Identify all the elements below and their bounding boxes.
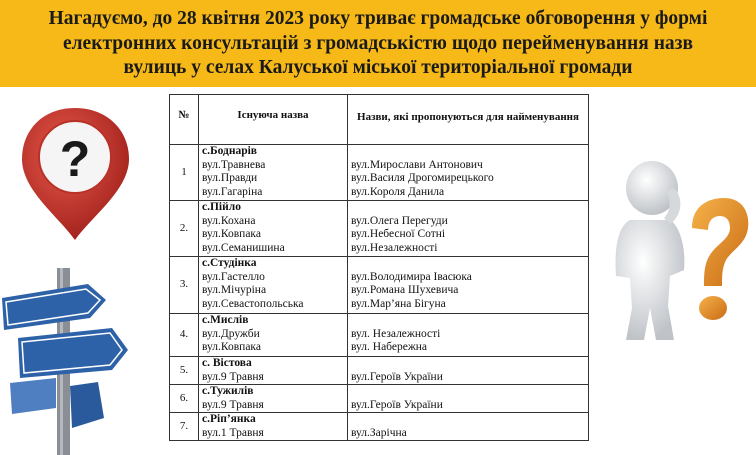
existing-names-cell	[199, 357, 348, 385]
proposed-names-cell	[348, 145, 589, 201]
proposed-street-name: вул.Героїв України	[351, 398, 443, 411]
proposed-names-cell	[348, 413, 589, 441]
existing-street-name: вул.Севастопольська	[202, 297, 304, 310]
proposed-street-name: вул.Олега Перегуди	[351, 214, 448, 227]
banner-line-1: Нагадуємо, до 28 квітня 2023 року триває громадське обговорення у формі	[48, 8, 708, 29]
table-row	[170, 357, 589, 385]
table-row	[170, 201, 589, 257]
banner-line-3: вулиць у селах Калуської міської територіальної громади	[123, 57, 633, 78]
existing-street-name: вул.9 Травня	[202, 398, 264, 411]
proposed-street-name: вул.Короля Данила	[351, 185, 445, 198]
banner-line-2: електронних консультацій з громадськістю щодо перейменування назв	[62, 32, 694, 54]
table-row	[170, 385, 589, 413]
proposed-street-name: вул.Небесної Сотні	[351, 228, 446, 240]
village-name: с.Ріп’янка	[202, 413, 256, 425]
existing-street-name: вул.Мічуріна	[202, 284, 267, 296]
existing-street-name: вул.Ковпака	[202, 228, 261, 240]
proposed-spacer	[351, 413, 585, 427]
header-existing-name: Існуюча назва	[199, 95, 348, 145]
village-name: с.Мислів	[202, 314, 249, 326]
thinking-figure-question-mark-icon	[600, 158, 750, 344]
existing-street-name: вул.Кохана	[202, 214, 256, 227]
proposed-street-name: вул.Мирослави Антонович	[351, 158, 483, 171]
table-row	[170, 257, 589, 314]
announcement-banner	[0, 0, 756, 87]
proposed-names-cell	[348, 257, 589, 314]
proposed-spacer	[351, 257, 585, 271]
existing-names-cell	[199, 145, 348, 201]
existing-names-cell	[199, 314, 348, 357]
row-number: 3.	[170, 257, 199, 314]
existing-street-name: вул.1 Травня	[202, 426, 264, 439]
existing-names-cell	[199, 413, 348, 441]
table-header-row	[170, 95, 589, 145]
existing-names-cell	[199, 257, 348, 314]
proposed-street-name: вул. Набережна	[351, 341, 428, 353]
proposed-street-name: вул.Василя Дрогомирецького	[351, 172, 494, 184]
street-renaming-table-container	[169, 94, 588, 441]
row-number: 5.	[170, 357, 199, 385]
proposed-spacer	[351, 385, 585, 399]
proposed-spacer	[351, 145, 585, 159]
proposed-street-name: вул.Зарічна	[351, 426, 407, 439]
proposed-names-cell	[348, 314, 589, 357]
direction-signpost-icon	[0, 268, 130, 455]
proposed-names-cell	[348, 385, 589, 413]
row-number: 7.	[170, 413, 199, 441]
existing-street-name: вул.Семанишина	[202, 241, 285, 254]
village-name: с.Пійло	[202, 201, 241, 213]
proposed-names-cell	[348, 201, 589, 257]
existing-street-name: вул.Ковпака	[202, 341, 261, 353]
street-renaming-table	[169, 94, 589, 441]
table-row	[170, 413, 589, 441]
table-row	[170, 145, 589, 201]
proposed-spacer	[351, 314, 585, 328]
existing-street-name: вул.Дружби	[202, 327, 260, 340]
proposed-street-name: вул.Володимира Івасюка	[351, 270, 472, 283]
table-row	[170, 314, 589, 357]
village-name: с.Студінка	[202, 257, 257, 269]
row-number: 1	[170, 145, 199, 201]
proposed-street-name: вул.Мар’яна Бігуна	[351, 297, 446, 310]
existing-names-cell	[199, 201, 348, 257]
header-number: №	[170, 95, 199, 145]
village-name: с.Боднарів	[202, 145, 257, 157]
svg-text:?: ?	[59, 131, 91, 187]
proposed-spacer	[351, 201, 585, 215]
existing-street-name: вул.Гастелло	[202, 270, 265, 283]
question-location-pin-icon	[18, 104, 133, 244]
proposed-names-cell	[348, 357, 589, 385]
existing-street-name: вул.Правди	[202, 172, 258, 184]
existing-street-name: вул.9 Травня	[202, 370, 264, 383]
header-proposed-name: Назви, які пропонуються для найменування	[348, 95, 589, 145]
existing-street-name: вул.Травнева	[202, 158, 266, 171]
proposed-street-name: вул.Романа Шухевича	[351, 284, 459, 296]
village-name: с.Тужилів	[202, 385, 254, 397]
proposed-street-name: вул.Незалежності	[351, 241, 438, 254]
row-number: 6.	[170, 385, 199, 413]
proposed-street-name: вул.Героїв України	[351, 370, 443, 383]
village-name: с. Вістова	[202, 357, 252, 369]
existing-street-name: вул.Гагаріна	[202, 185, 263, 198]
existing-names-cell	[199, 385, 348, 413]
row-number: 2.	[170, 201, 199, 257]
row-number: 4.	[170, 314, 199, 357]
proposed-spacer	[351, 357, 585, 371]
proposed-street-name: вул. Незалежності	[351, 327, 441, 340]
